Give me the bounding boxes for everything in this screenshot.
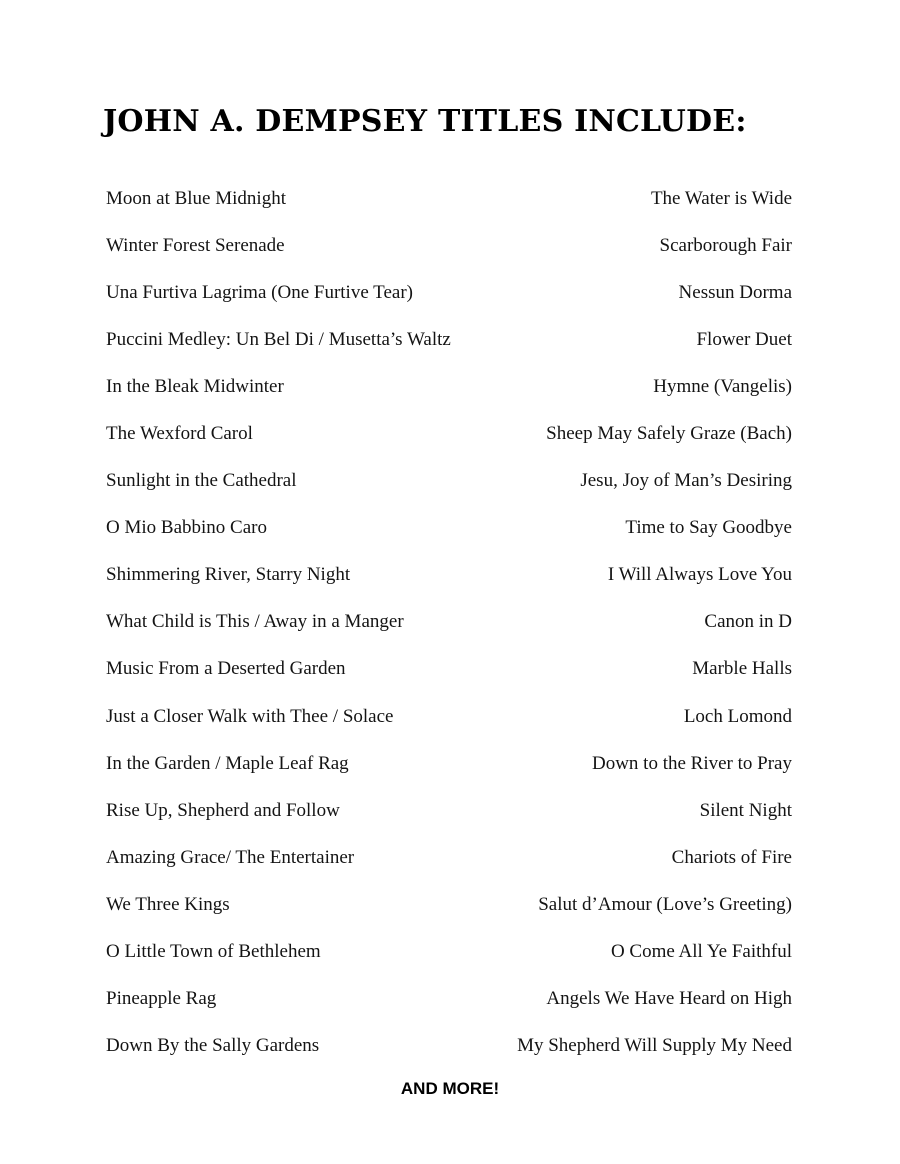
title-right: Marble Halls <box>692 658 792 680</box>
title-left: What Child is This / Away in a Manger <box>106 611 404 633</box>
title-row <box>106 1033 792 1080</box>
title-row <box>106 374 792 421</box>
title-left: Rise Up, Shepherd and Follow <box>106 799 340 821</box>
title-left: O Little Town of Bethlehem <box>106 940 321 962</box>
title-left: O Mio Babbino Caro <box>106 517 267 539</box>
title-left: In the Garden / Maple Leaf Rag <box>106 752 349 774</box>
title-left: We Three Kings <box>106 893 230 915</box>
title-right: My Shepherd Will Supply My Need <box>517 1034 792 1056</box>
titles-list <box>106 186 792 1080</box>
title-left: In the Bleak Midwinter <box>106 376 284 398</box>
title-row <box>106 280 792 327</box>
title-right: Angels We Have Heard on High <box>546 987 792 1009</box>
title-right: Flower Duet <box>696 329 792 351</box>
title-left: Amazing Grace/ The Entertainer <box>106 846 355 868</box>
title-left: Winter Forest Serenade <box>106 235 285 257</box>
title-row <box>106 421 792 468</box>
title-right: The Water is Wide <box>650 188 792 209</box>
title-row <box>106 468 792 515</box>
title-row <box>106 609 792 656</box>
title-right: Canon in D <box>704 611 792 633</box>
title-row <box>106 986 792 1033</box>
title-left: Moon at Blue Midnight <box>106 188 286 209</box>
title-row <box>106 656 792 703</box>
title-left: Una Furtiva Lagrima (One Furtive Tear) <box>106 282 413 304</box>
title-left: Shimmering River, Starry Night <box>106 564 351 586</box>
title-left: Down By the Sally Gardens <box>106 1034 320 1056</box>
title-row <box>106 939 792 986</box>
title-left: Sunlight in the Cathedral <box>106 470 297 492</box>
title-right: Time to Say Goodbye <box>625 517 792 539</box>
title-row <box>106 845 792 892</box>
title-row <box>106 892 792 939</box>
title-right: Down to the River to Pray <box>591 752 792 774</box>
title-right: Silent Night <box>699 799 792 821</box>
title-right: I Will Always Love You <box>607 564 792 586</box>
title-row <box>106 327 792 374</box>
title-row <box>106 798 792 845</box>
title-row <box>106 515 792 562</box>
page-title: JOHN A. DEMPSEY TITLES INCLUDE: <box>103 104 747 139</box>
title-right: Hymne (Vangelis) <box>653 376 792 398</box>
title-row <box>106 562 792 609</box>
title-right: Scarborough Fair <box>659 235 792 257</box>
title-row <box>106 233 792 280</box>
title-row <box>106 751 792 798</box>
title-left: The Wexford Carol <box>106 423 253 445</box>
title-row <box>106 704 792 751</box>
title-right: Nessun Dorma <box>678 282 792 304</box>
title-row <box>106 186 792 233</box>
title-left: Just a Closer Walk with Thee / Solace <box>106 705 394 727</box>
title-left: Pineapple Rag <box>106 987 217 1009</box>
title-right: Salut d’Amour (Love’s Greeting) <box>538 893 792 915</box>
title-right: Loch Lomond <box>683 705 792 727</box>
title-right: Jesu, Joy of Man’s Desiring <box>580 470 792 492</box>
title-left: Music From a Deserted Garden <box>106 658 346 680</box>
title-right: Chariots of Fire <box>671 846 792 868</box>
title-right: Sheep May Safely Graze (Bach) <box>546 423 792 445</box>
title-left: Puccini Medley: Un Bel Di / Musetta’s Waltz <box>106 329 451 351</box>
and-more-note: AND MORE! <box>400 1079 500 1098</box>
title-right: O Come All Ye Faithful <box>610 940 792 962</box>
